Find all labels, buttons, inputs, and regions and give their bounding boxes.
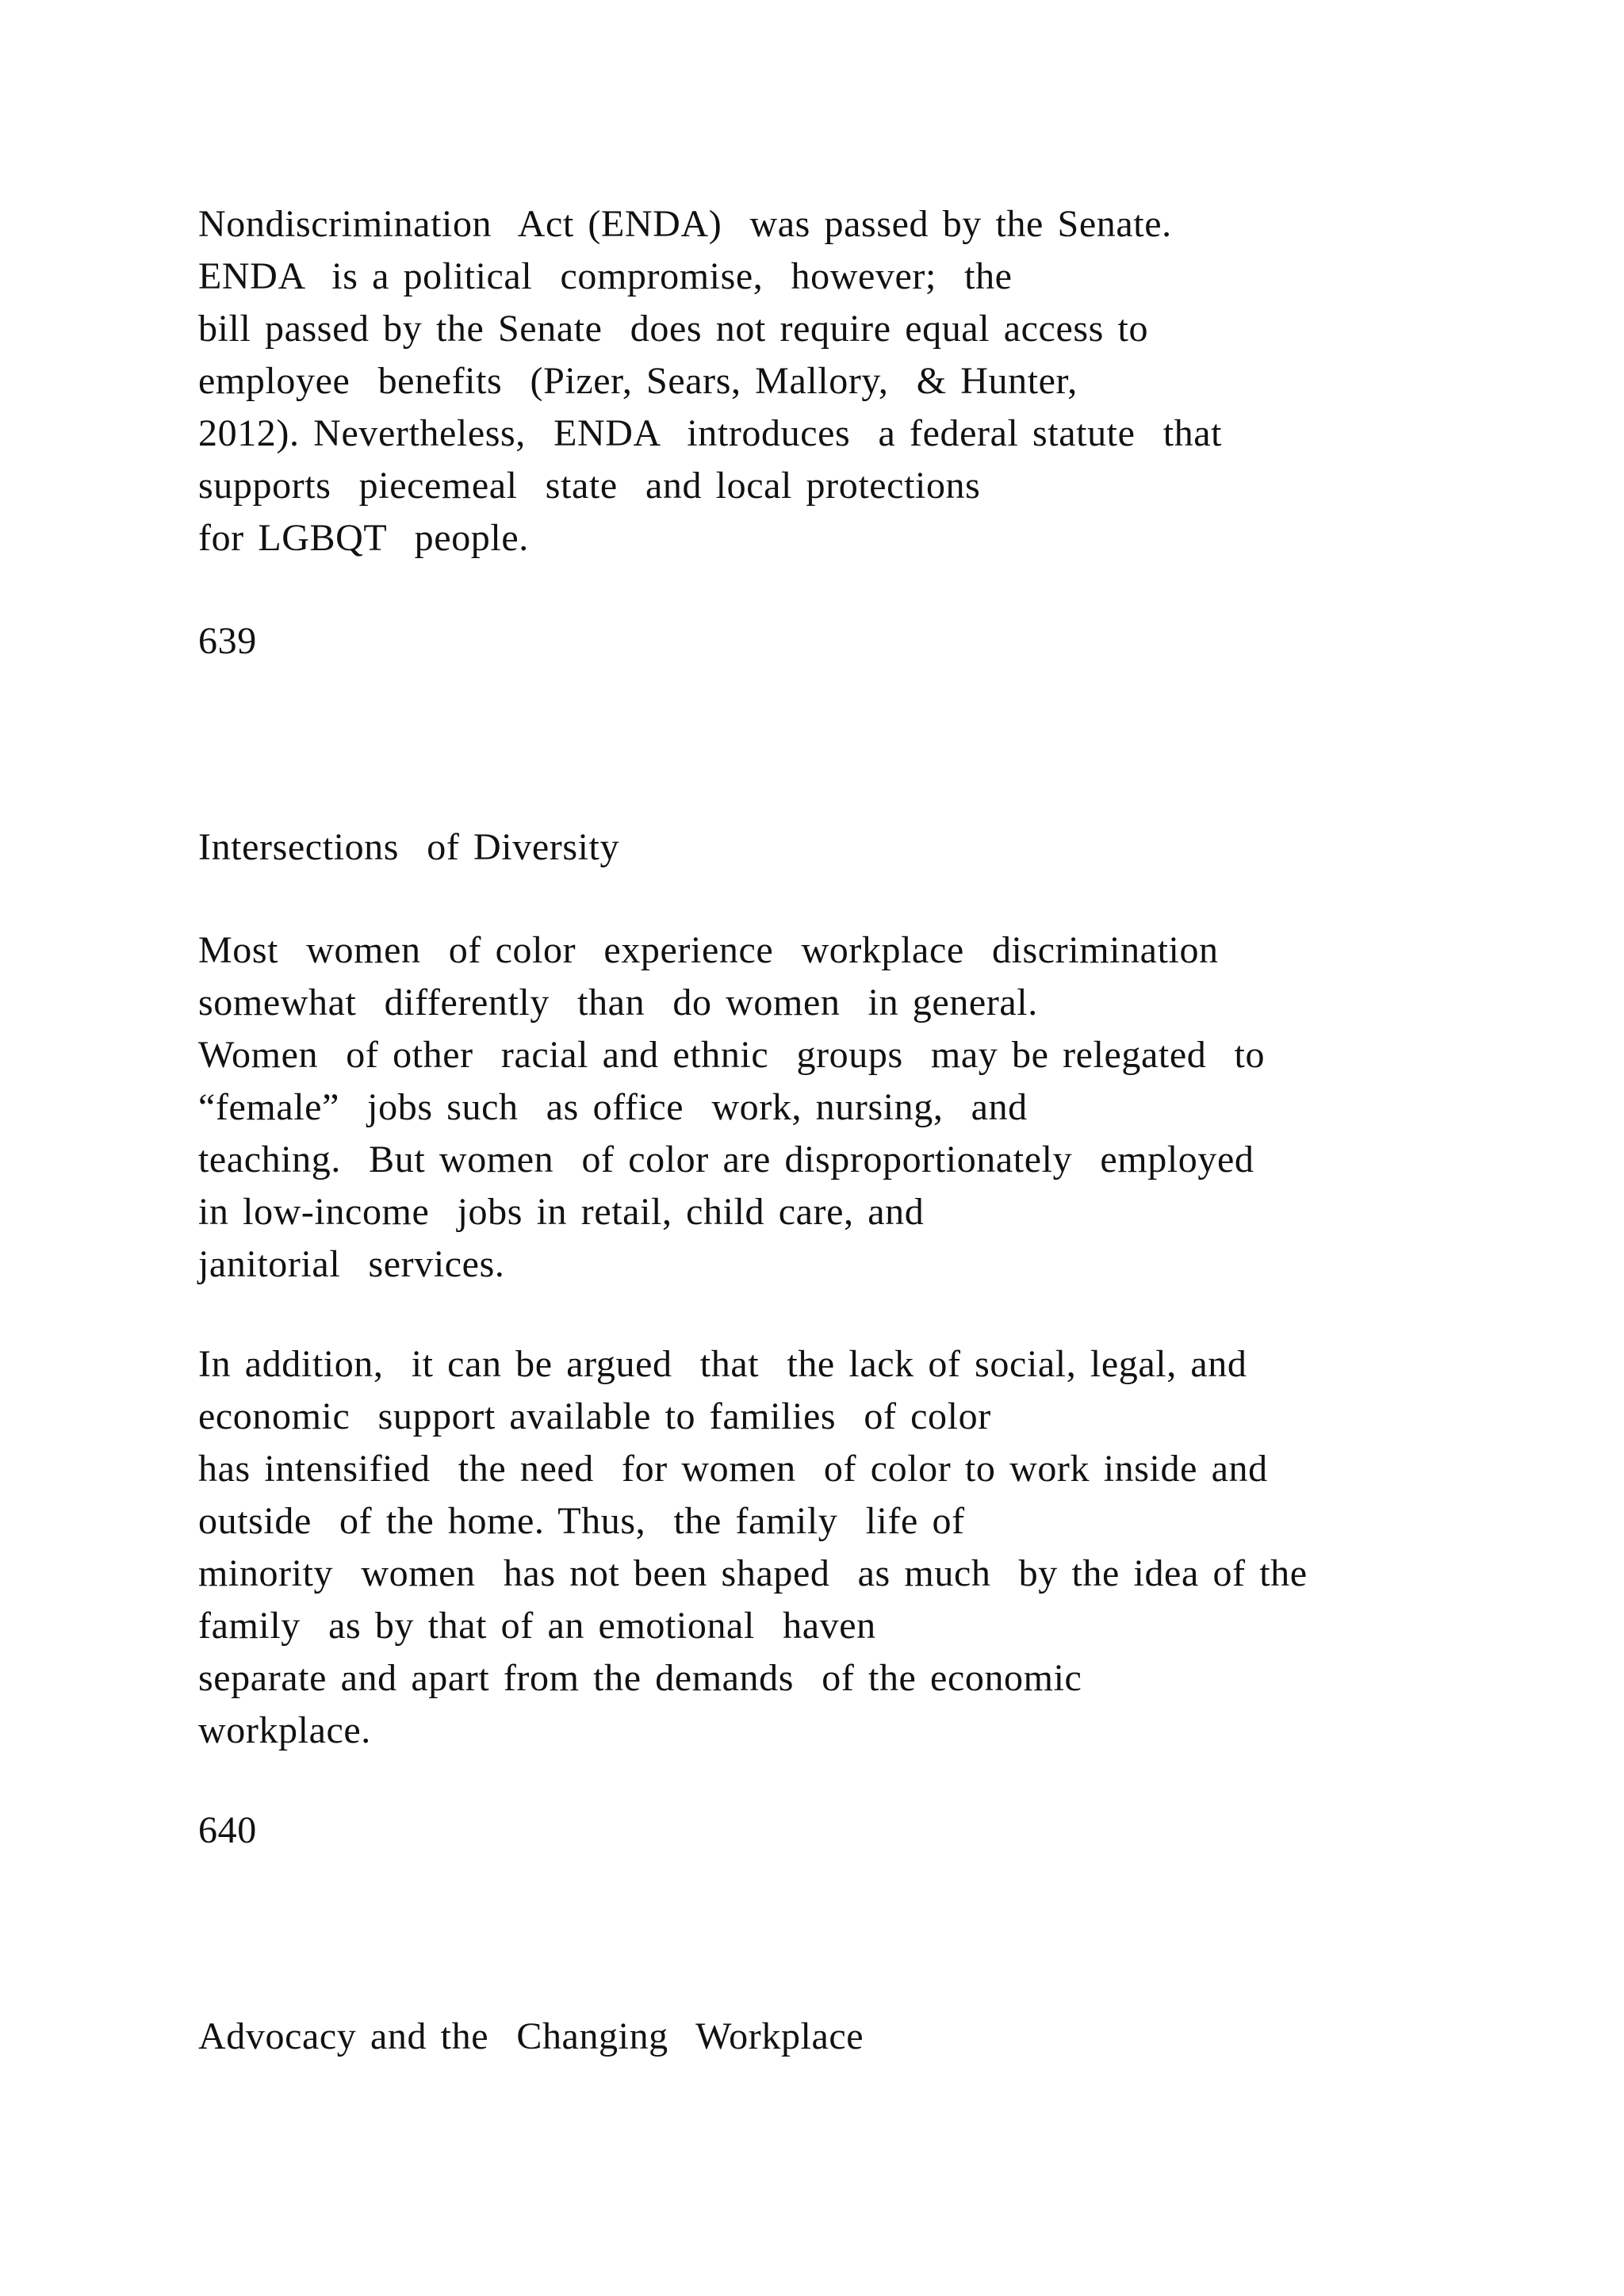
text-line: workplace. [198, 1709, 371, 1751]
text-line: supports piecemeal state and local protections [198, 465, 981, 507]
text-line: Nondiscrimination Act (ENDA) was passed by the Senate. [198, 203, 1172, 245]
text-line: separate and apart from the demands of the economic [198, 1657, 1082, 1699]
text-line: has intensified the need for women of color to work inside and [198, 1448, 1268, 1490]
text-line: “female” jobs such as office work, nursing, and [198, 1086, 1028, 1128]
section-heading-text: Advocacy and the Changing Workplace [198, 2015, 864, 2057]
text-line: outside of the home. Thus, the family life of [198, 1500, 965, 1542]
text-line: bill passed by the Senate does not require equal access to [198, 308, 1149, 350]
section-heading [198, 821, 1467, 874]
text-line: family as by that of an emotional haven [198, 1605, 876, 1647]
text-line: Women of other racial and ethnic groups may be relegated to [198, 1034, 1266, 1076]
text-line: for LGBQT people. [198, 517, 529, 559]
paragraph-women-of-color [198, 924, 1467, 1291]
section-heading [198, 2011, 1467, 2063]
text-line: ENDA is a political compromise, however; the [198, 255, 1013, 297]
text-line: In addition, it can be argued that the lack of social, legal, and [198, 1343, 1247, 1385]
text-line: somewhat differently than do women in general. [198, 982, 1038, 1024]
text-line: Most women of color experience workplace discrimination [198, 929, 1219, 971]
text-line: janitorial services. [198, 1243, 505, 1285]
text-line: teaching. But women of color are disproportionately employed [198, 1138, 1254, 1181]
page-number-text: 639 [198, 620, 257, 662]
page-number [198, 615, 1467, 668]
page-number [198, 1804, 1467, 1857]
text-line: minority women has not been shaped as much by the idea of the [198, 1552, 1308, 1594]
paragraph-enda [198, 198, 1467, 564]
text-line: 2012). Nevertheless, ENDA introduces a federal statute that [198, 412, 1223, 454]
text-line: economic support available to families of color [198, 1395, 991, 1437]
text-line: in low-income jobs in retail, child care, and [198, 1191, 925, 1233]
page-number-text: 640 [198, 1809, 257, 1851]
text-line: employee benefits (Pizer, Sears, Mallory, & Hunter, [198, 360, 1078, 402]
section-heading-text: Intersections of Diversity [198, 826, 620, 868]
paragraph-family-life [198, 1338, 1467, 1757]
